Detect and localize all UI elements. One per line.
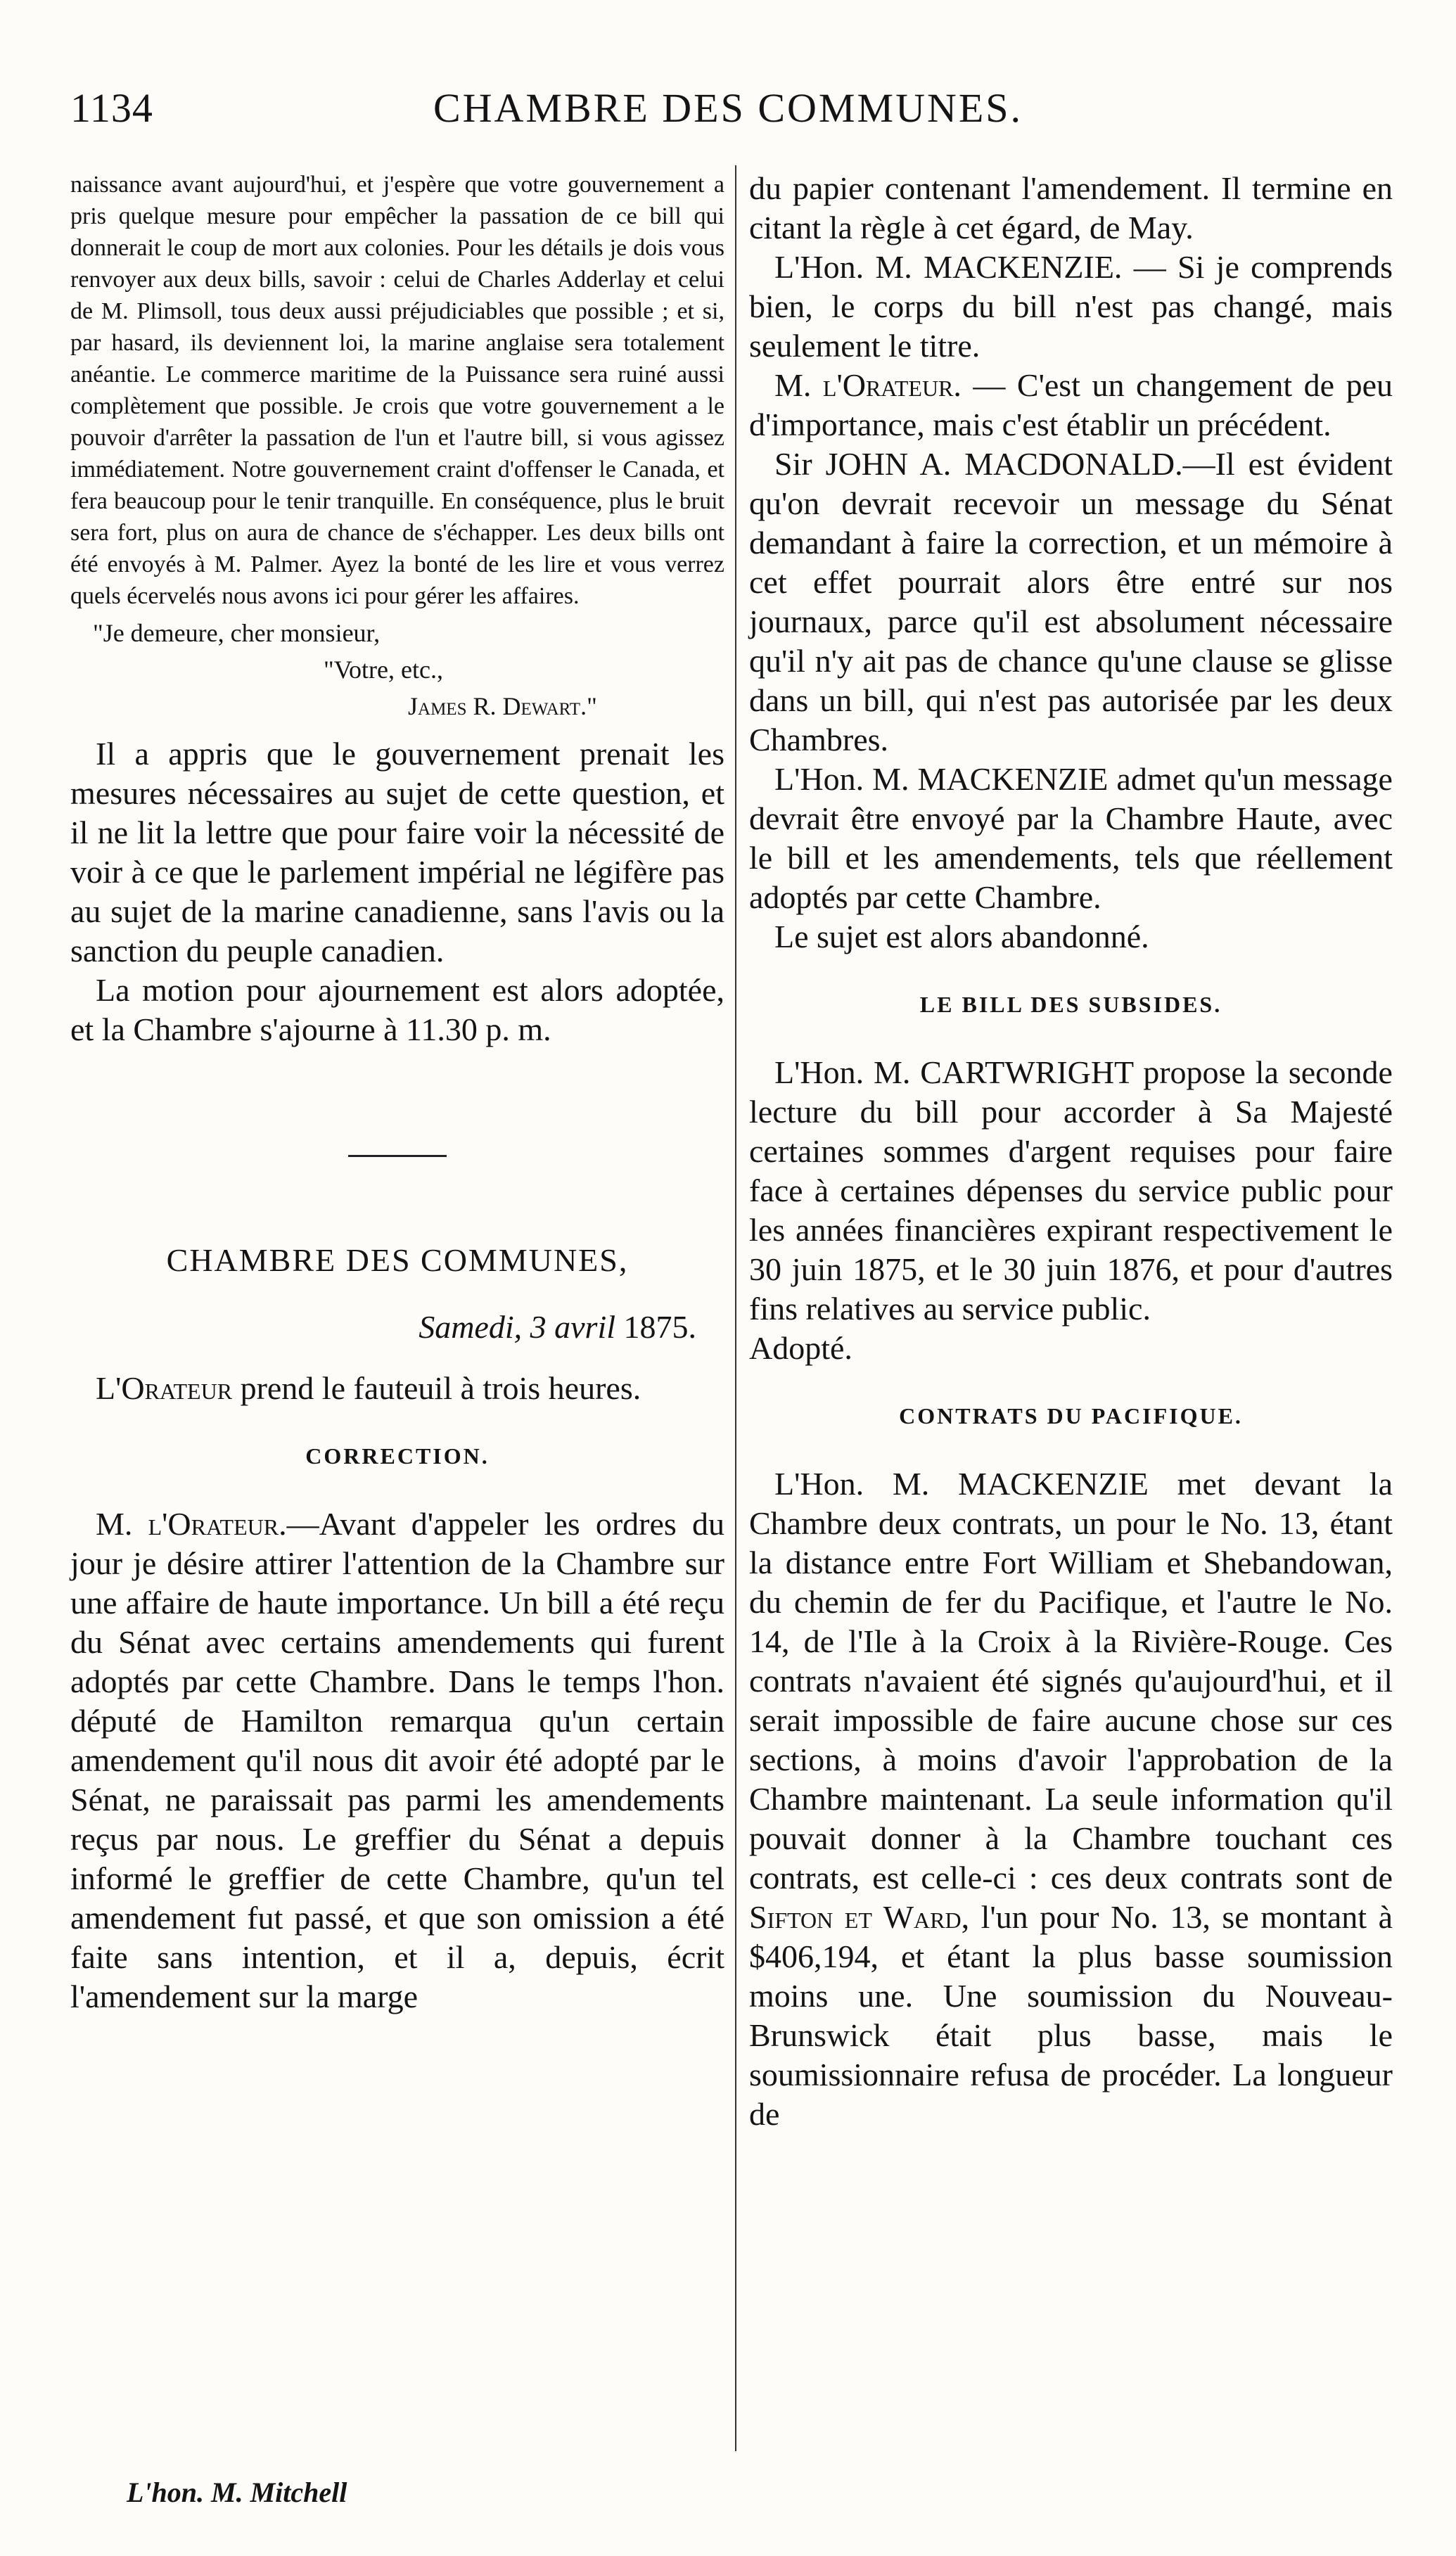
subheading: CONTRATS DU PACIFIQUE.	[899, 1403, 1243, 1429]
paragraph: Le sujet est alors abandonné.	[774, 919, 1149, 954]
letter-signature: James R. Dewart."	[408, 692, 597, 720]
right-column	[749, 169, 1393, 2134]
letter-excerpt	[70, 169, 724, 724]
paragraph-text: —Avant d'appeler les ordres du jour je désire attirer l'attention de la Chambre sur une affaire de haute importance. Un bill a été reçu du Sénat avec certains amendements qui furent adoptés par cette Chambre. Dans le temps l'hon. député de Hamilton remarqua qu'un certain amendement qu'il nous dit avoir été adopté par le Sénat, ne paraissait pas parmi les amendements reçus par nous. Le greffier du Sénat a depuis informé le greffier de cette Chambre, qu'un tel amendement fut passé, et que son omission a été faite sans intention, et il a, depuis, écrit l'amendement sur la marge	[70, 1506, 724, 2014]
date-year: 1875.	[615, 1309, 696, 1345]
footer-note: L'hon. M. Mitchell	[127, 2477, 347, 2508]
sitting-date	[70, 1303, 724, 1352]
paragraph-text: — C'est un changement de peu d'importance, mais c'est établir un précédent.	[749, 367, 1393, 442]
page-number: 1134	[70, 85, 153, 131]
speaker-label: L'Orateur	[96, 1370, 233, 1406]
speaker-label: L'Hon. M. MACKENZIE.	[774, 249, 1123, 285]
running-title: CHAMBRE DES COMMUNES.	[433, 85, 1023, 131]
paragraph-text: propose la seconde lecture du bill pour accorder à Sa Majesté certaines sommes d'argent requises pour faire face à certaines dépenses du service public pour les années financières expirant respectivement le 30 juin 1875, et le 30 juin 1876, et pour d'autres fins relatives au service public.	[749, 1054, 1393, 1327]
paragraph-text: , l'un pour No. 13, se montant à $406,194, et étant la plus basse soumission moins une. Une soumission du Nouveau-Brunswick était plus basse, mais le soumissionnaire refusa de procéder. La longueur de	[749, 1899, 1393, 2132]
subheading: CORRECTION.	[305, 1443, 490, 1469]
date-day: Samedi, 3 avril	[419, 1309, 615, 1345]
closing-line: "Je demeure, cher monsieur,	[93, 619, 381, 647]
speaker-label: L'Hon. M. MACKENZIE	[774, 761, 1109, 797]
section-divider	[348, 1155, 447, 1157]
paragraph-text: — Si je comprends bien, le corps du bill n'est pas changé, mais seulement le titre.	[749, 249, 1393, 364]
paragraph-text: —Il est évident qu'on devrait recevoir un message du Sénat demandant à faire la correction, et un mémoire à cet effet pourrait alors être entré sur nos journaux, parce qu'il est absolument nécessaire qu'il n'y ait pas de chance qu'une clause se glisse dans un bill, qui n'est pas autorisée par les deux Chambres.	[749, 446, 1393, 758]
firm-name: Sifton et Ward	[749, 1899, 962, 1935]
paragraph: Adopté.	[749, 1330, 852, 1366]
paragraph: La motion pour ajournement est alors adoptée, et la Chambre s'ajourne à 11.30 p. m.	[70, 972, 724, 1047]
paragraph-text: met devant la Chambre deux contrats, un pour le No. 13, étant la distance entre Fort William et Shebandowan, du chemin de fer du Pacifique, et l'autre le No. 14, de l'Ile à la Croix à la Rivière-Rouge. Ces contrats n'avaient été signés qu'aujourd'hui, et il serait impossible de faire aucune chose sur ces sections, à moins d'avoir l'approbation de la Chambre maintenant. La seule information qu'il pouvait donner à la Chambre touchant ces contrats, est celle-ci : ces deux contrats sont de	[749, 1466, 1393, 1896]
left-column	[70, 169, 724, 2017]
section-title: CHAMBRE DES COMMUNES,	[166, 1242, 629, 1278]
speaker-label: L'Hon. M. MACKENZIE	[774, 1466, 1149, 1502]
speaker-label: Sir JOHN A. MACDONALD.	[774, 446, 1183, 482]
closing-line: "Votre, etc.,	[324, 656, 443, 684]
page-header	[70, 84, 1386, 141]
speaker-label: L'Hon. M. CARTWRIGHT	[774, 1054, 1134, 1090]
paragraph: Il a appris que le gouvernement prenait les mesures nécessaires au sujet de cette question, et il ne lit la lettre que pour faire voir la nécessité de voir à ce que le parlement impérial ne légifère pas au sujet de la marine canadienne, sans l'avis ou la sanction du peuple canadien.	[70, 736, 724, 969]
column-divider	[735, 165, 736, 2451]
paragraph: du papier contenant l'amendement. Il termine en citant la règle à cet égard, de May.	[749, 170, 1393, 245]
speaker-label: M. l'Orateur.	[96, 1506, 287, 1542]
paragraph-text: admet qu'un message devrait être envoyé par la Chambre Haute, avec le bill et les amendements, tels que réellement adoptés par cette Chambre.	[749, 761, 1393, 915]
subheading: LE BILL DES SUBSIDES.	[919, 992, 1222, 1017]
speaker-label: M. l'Orateur.	[774, 367, 962, 403]
letter-paragraph: naissance avant aujourd'hui, et j'espère que votre gouvernement a pris quelque mesure pour empêcher la passation de ce bill qui donnerait le coup de mort aux colonies. Pour les détails je dois vous renvoyer aux deux bills, savoir : celui de Charles Adderlay et celui de M. Plimsoll, tous deux aussi préjudiciables que possible ; et si, par hasard, ils deviennent loi, la marine anglaise sera totalement anéantie. Le commerce maritime de la Puissance sera ruiné aussi complètement que possible. Je crois que votre gouvernement a le pouvoir d'arrêter la passation de l'un et l'autre bill, si vous agissez immédiatement. Notre gouvernement craint d'offenser le Canada, et fera beaucoup pour le tenir tranquille. En conséquence, plus le bruit sera fort, plus on aura de chance de s'échapper. Les deux bills ont été envoyés à M. Palmer. Ayez la bonté de les lire et vous verrez quels écervelés nous avons ici pour gérer les affaires.	[70, 172, 724, 609]
letter-closing	[70, 615, 724, 724]
paragraph-text: prend le fauteuil à trois heures.	[232, 1370, 641, 1406]
